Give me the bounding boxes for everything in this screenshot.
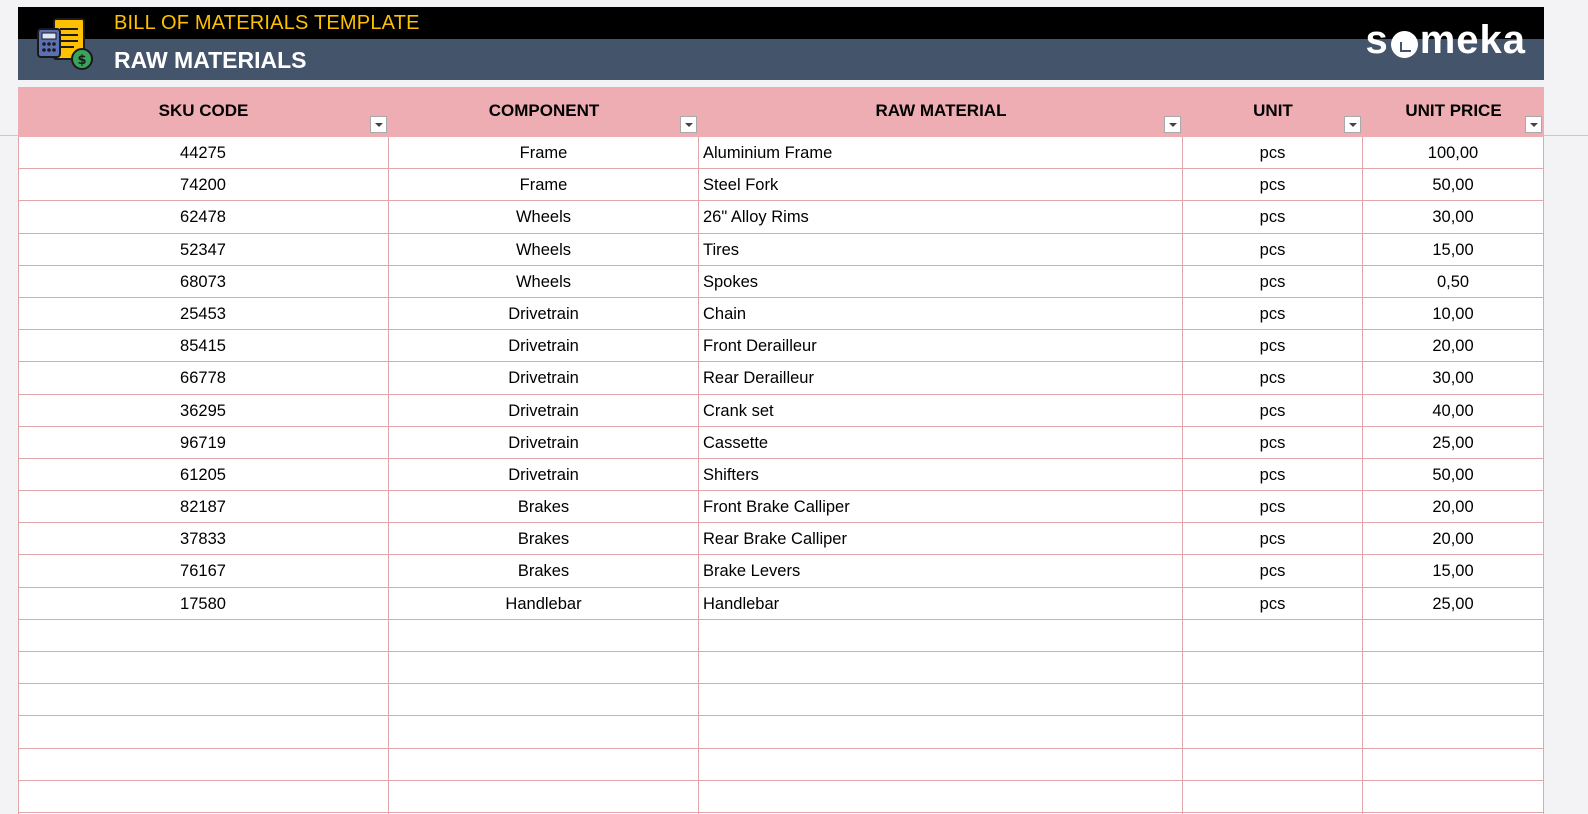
table-header-row bbox=[18, 87, 1544, 137]
table-row bbox=[18, 201, 1544, 233]
header-label: UNIT bbox=[1253, 101, 1293, 120]
cell-component[interactable] bbox=[389, 781, 698, 813]
cell-unit-price[interactable] bbox=[1363, 749, 1543, 781]
cell-component[interactable]: Drivetrain bbox=[508, 304, 579, 323]
filter-dropdown-icon[interactable] bbox=[370, 116, 387, 133]
cell-component[interactable] bbox=[389, 749, 698, 781]
filter-dropdown-icon[interactable] bbox=[680, 116, 697, 133]
cell-component[interactable]: Brakes bbox=[517, 562, 570, 581]
filter-dropdown-icon[interactable] bbox=[1525, 116, 1542, 133]
cell-unit-price[interactable]: 0,50 bbox=[1436, 272, 1470, 291]
cell-sku-code[interactable]: 96719 bbox=[180, 433, 226, 452]
table-row bbox=[18, 588, 1544, 620]
header-label: UNIT PRICE bbox=[1405, 101, 1502, 120]
cell-raw-material[interactable] bbox=[699, 652, 1182, 684]
cell-unit[interactable] bbox=[1183, 684, 1362, 716]
svg-text:$: $ bbox=[77, 53, 87, 68]
someka-logo[interactable] bbox=[1365, 19, 1526, 61]
cell-unit[interactable]: pcs bbox=[1259, 530, 1286, 549]
cell-raw-material[interactable]: Front Derailleur bbox=[703, 337, 817, 356]
table-row bbox=[18, 716, 1544, 748]
cell-unit[interactable]: pcs bbox=[1259, 304, 1286, 323]
cell-component[interactable]: Wheels bbox=[515, 208, 572, 227]
cell-unit-price[interactable]: 20,00 bbox=[1432, 498, 1474, 517]
table-row bbox=[18, 234, 1544, 266]
cell-unit-price[interactable]: 50,00 bbox=[1432, 465, 1474, 484]
cell-unit-price[interactable] bbox=[1363, 716, 1543, 748]
sheet-title: RAW MATERIALS bbox=[114, 47, 307, 73]
cell-raw-material[interactable]: Cassette bbox=[703, 433, 769, 452]
table-row bbox=[18, 491, 1544, 523]
cell-sku-code[interactable]: 68073 bbox=[180, 272, 226, 291]
cell-raw-material[interactable]: Aluminium Frame bbox=[703, 144, 833, 162]
cell-unit-price[interactable]: 30,00 bbox=[1432, 369, 1474, 388]
cell-unit-price[interactable]: 15,00 bbox=[1432, 562, 1474, 581]
table-row bbox=[18, 169, 1544, 201]
cell-component[interactable]: Frame bbox=[519, 176, 568, 195]
cell-raw-material[interactable]: Handlebar bbox=[703, 594, 780, 613]
cell-unit-price[interactable]: 30,00 bbox=[1432, 208, 1474, 227]
cell-component[interactable]: Frame bbox=[519, 144, 568, 162]
brand-text-end: meka bbox=[1419, 17, 1526, 62]
cell-unit[interactable] bbox=[1183, 620, 1362, 652]
cell-unit-price[interactable]: 25,00 bbox=[1432, 594, 1474, 613]
cell-component[interactable]: Drivetrain bbox=[508, 433, 579, 452]
cell-unit-price[interactable]: 20,00 bbox=[1432, 530, 1474, 549]
filter-dropdown-icon[interactable] bbox=[1344, 116, 1361, 133]
cell-sku-code[interactable] bbox=[18, 652, 388, 684]
cell-unit-price[interactable]: 50,00 bbox=[1432, 176, 1474, 195]
cell-component[interactable] bbox=[389, 684, 698, 716]
cell-unit[interactable]: pcs bbox=[1259, 498, 1286, 517]
cell-unit[interactable]: pcs bbox=[1259, 176, 1286, 195]
cell-component[interactable]: Drivetrain bbox=[508, 337, 579, 356]
cell-sku-code[interactable]: 76167 bbox=[180, 562, 226, 581]
cell-unit[interactable] bbox=[1183, 716, 1362, 748]
template-title: BILL OF MATERIALS TEMPLATE bbox=[114, 12, 420, 34]
cell-sku-code[interactable]: 25453 bbox=[180, 304, 226, 323]
table-row bbox=[18, 137, 1544, 169]
cell-unit[interactable]: pcs bbox=[1259, 433, 1286, 452]
header-sku-code bbox=[18, 87, 389, 137]
header-raw-material bbox=[699, 87, 1183, 137]
cell-raw-material[interactable] bbox=[699, 620, 1182, 652]
cell-raw-material[interactable]: Rear Brake Calliper bbox=[703, 530, 847, 549]
table-row bbox=[18, 395, 1544, 427]
table-row bbox=[18, 266, 1544, 298]
cell-sku-code[interactable]: 36295 bbox=[180, 401, 226, 420]
header-label: RAW MATERIAL bbox=[875, 101, 1007, 120]
cell-unit[interactable] bbox=[1183, 749, 1362, 781]
cell-sku-code[interactable]: 17580 bbox=[180, 594, 226, 613]
cell-unit[interactable]: pcs bbox=[1259, 401, 1286, 420]
cell-raw-material[interactable]: Crank set bbox=[703, 401, 774, 420]
table-row bbox=[18, 781, 1544, 813]
table-body bbox=[18, 137, 1544, 813]
cell-sku-code[interactable]: 66778 bbox=[180, 369, 226, 388]
cell-component[interactable]: Handlebar bbox=[505, 594, 582, 613]
cell-raw-material[interactable] bbox=[699, 781, 1182, 813]
cell-unit[interactable]: pcs bbox=[1259, 562, 1286, 581]
cell-sku-code[interactable]: 62478 bbox=[180, 208, 226, 227]
table-row bbox=[18, 427, 1544, 459]
cell-raw-material[interactable]: 26" Alloy Rims bbox=[703, 208, 809, 227]
cell-component[interactable]: Wheels bbox=[515, 272, 572, 291]
header-label: COMPONENT bbox=[488, 101, 600, 120]
cell-sku-code[interactable] bbox=[18, 620, 388, 652]
cell-raw-material[interactable]: Rear Derailleur bbox=[703, 369, 814, 388]
cell-unit[interactable]: pcs bbox=[1259, 369, 1286, 388]
cell-component[interactable]: Drivetrain bbox=[508, 369, 579, 388]
cell-unit[interactable]: pcs bbox=[1259, 240, 1286, 259]
cell-unit[interactable]: pcs bbox=[1259, 465, 1286, 484]
template-banner bbox=[18, 7, 1544, 80]
cell-unit-price[interactable] bbox=[1363, 684, 1543, 716]
table-row bbox=[18, 684, 1544, 716]
cell-component[interactable] bbox=[389, 620, 698, 652]
cell-sku-code[interactable]: 52347 bbox=[180, 240, 226, 259]
cell-unit-price[interactable] bbox=[1363, 652, 1543, 684]
cell-sku-code[interactable] bbox=[18, 716, 388, 748]
cell-unit-price[interactable]: 40,00 bbox=[1432, 401, 1474, 420]
table-row bbox=[18, 620, 1544, 652]
cell-unit-price[interactable]: 20,00 bbox=[1432, 337, 1474, 356]
table-row bbox=[18, 362, 1544, 394]
cell-unit-price[interactable] bbox=[1363, 781, 1543, 813]
raw-materials-table bbox=[18, 87, 1544, 814]
header-unit bbox=[1183, 87, 1363, 137]
table-row bbox=[18, 523, 1544, 555]
cell-unit-price[interactable]: 15,00 bbox=[1432, 240, 1474, 259]
table-row bbox=[18, 330, 1544, 362]
cell-sku-code[interactable] bbox=[18, 781, 388, 813]
cell-component[interactable] bbox=[389, 652, 698, 684]
filter-dropdown-icon[interactable] bbox=[1164, 116, 1181, 133]
cell-sku-code[interactable]: 85415 bbox=[180, 337, 226, 356]
cell-unit[interactable]: pcs bbox=[1259, 144, 1286, 162]
table-row bbox=[18, 749, 1544, 781]
cell-component[interactable]: Brakes bbox=[517, 530, 570, 549]
cell-sku-code[interactable]: 44275 bbox=[180, 144, 226, 162]
cell-sku-code[interactable]: 74200 bbox=[180, 176, 226, 195]
cell-unit[interactable]: pcs bbox=[1259, 272, 1286, 291]
table-row bbox=[18, 555, 1544, 587]
cell-raw-material[interactable]: Front Brake Calliper bbox=[703, 498, 850, 517]
cell-unit[interactable]: pcs bbox=[1259, 594, 1286, 613]
cell-component[interactable]: Wheels bbox=[515, 240, 572, 259]
cell-raw-material[interactable] bbox=[699, 749, 1182, 781]
cell-raw-material[interactable] bbox=[699, 716, 1182, 748]
cell-unit-price[interactable] bbox=[1363, 620, 1543, 652]
cell-unit[interactable]: pcs bbox=[1259, 337, 1286, 356]
header-unit-price bbox=[1363, 87, 1544, 137]
cell-unit-price[interactable]: 10,00 bbox=[1432, 304, 1474, 323]
cell-raw-material[interactable]: Shifters bbox=[703, 465, 759, 484]
cell-unit[interactable]: pcs bbox=[1259, 208, 1286, 227]
cell-raw-material[interactable]: Spokes bbox=[703, 272, 759, 291]
cell-unit[interactable] bbox=[1183, 781, 1362, 813]
brand-chart-icon bbox=[1391, 31, 1418, 58]
cell-raw-material[interactable]: Steel Fork bbox=[703, 176, 779, 195]
cell-unit[interactable] bbox=[1183, 652, 1362, 684]
cell-sku-code[interactable]: 82187 bbox=[180, 498, 226, 517]
cell-sku-code[interactable]: 61205 bbox=[180, 465, 226, 484]
header-component bbox=[389, 87, 699, 137]
table-row bbox=[18, 652, 1544, 684]
cell-component[interactable]: Drivetrain bbox=[508, 465, 579, 484]
header-label: SKU CODE bbox=[158, 101, 249, 120]
cell-sku-code[interactable] bbox=[18, 749, 388, 781]
cell-sku-code[interactable]: 37833 bbox=[180, 530, 226, 549]
cell-component[interactable] bbox=[389, 716, 698, 748]
cell-unit-price[interactable]: 100,00 bbox=[1427, 144, 1479, 162]
cell-raw-material[interactable]: Brake Levers bbox=[703, 562, 801, 581]
table-row bbox=[18, 459, 1544, 491]
cell-unit-price[interactable]: 25,00 bbox=[1432, 433, 1474, 452]
cell-component[interactable]: Brakes bbox=[517, 498, 570, 517]
cell-component[interactable]: Drivetrain bbox=[508, 401, 579, 420]
bill-document-calculator-icon bbox=[36, 17, 94, 73]
table-row bbox=[18, 298, 1544, 330]
brand-text-start: s bbox=[1365, 17, 1389, 62]
cell-raw-material[interactable]: Chain bbox=[703, 304, 747, 323]
cell-raw-material[interactable] bbox=[699, 684, 1182, 716]
cell-sku-code[interactable] bbox=[18, 684, 388, 716]
cell-raw-material[interactable]: Tires bbox=[703, 240, 740, 259]
